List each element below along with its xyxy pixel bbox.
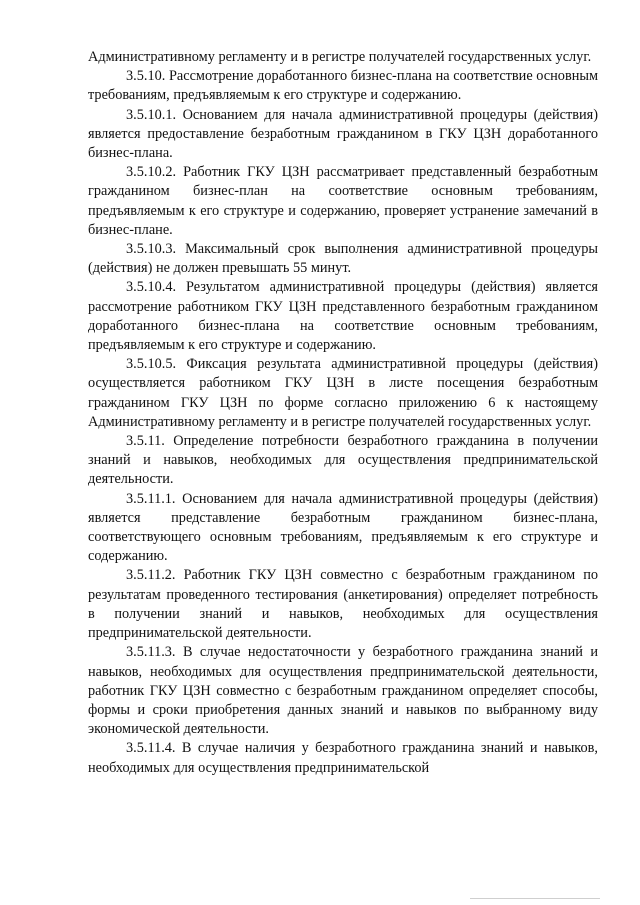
document-page [88,48,598,778]
paragraph-3-5-10-2: 3.5.10.2. Работник ГКУ ЦЗН рассматривает представленный безработным гражданином бизнес-план на соответствие основным требованиям, предъявляемым к его структуре и содержанию, проверяет устранение замечаний в бизнес-плане. [88,164,598,238]
paragraph-3-5-11-2: 3.5.11.2. Работник ГКУ ЦЗН совместно с безработным гражданином по результатам проведенного тестирования (анкетирования) определяет потребность в получении знаний и навыков, необходимых для осуществления предпринимательской деятельности. [88,567,598,642]
paragraph-3-5-10-5: 3.5.10.5. Фиксация результата административной процедуры (действия) осуществляется работником ГКУ ЦЗН в листе посещения безработным гражданином ГКУ ЦЗН по форме согласно приложению 6 к настоящему Административному регламенту и в регистре получателей государственных услуг. [88,356,598,430]
paragraph-3-5-10: 3.5.10. Рассмотрение доработанного бизнес-плана на соответствие основным требованиям, предъявляемым к его структуре и содержанию. [88,68,598,104]
scan-edge-line [470,898,600,899]
paragraph-3-5-10-4: 3.5.10.4. Результатом административной процедуры (действия) является рассмотрение работником ГКУ ЦЗН представленного безработным гражданином доработанного бизнес-плана на соответствие основным требованиям, предъявляемым к его структуре и содержанию. [88,279,598,354]
paragraph-3-5-10-1: 3.5.10.1. Основанием для начала административной процедуры (действия) является предоставление безработным гражданином в ГКУ ЦЗН доработанного бизнес-плана. [88,106,598,162]
paragraph-3-5-11: 3.5.11. Определение потребности безработного гражданина в получении знаний и навыков, необходимых для осуществления предпринимательской деятельности. [88,433,598,488]
paragraph-3-5-11-1: 3.5.11.1. Основанием для начала административной процедуры (действия) является представление безработным гражданином бизнес-плана, соответствующего основным требованиям, предъявляемым к его структуре и содержанию. [88,490,598,565]
paragraph-3-5-10-3: 3.5.10.3. Максимальный срок выполнения административной процедуры (действия) не должен превышать 55 минут. [88,241,598,277]
paragraph-3-5-11-3: 3.5.11.3. В случае недостаточности у безработного гражданина знаний и навыков, необходимых для осуществления предпринимательской деятельности, работник ГКУ ЦЗН совместно с безработным гражданином определяет способы, формы и сроки приобретения данных знаний и навыков по выбранному виду экономической деятельности. [88,644,598,738]
paragraph-3-5-11-4: 3.5.11.4. В случае наличия у безработного гражданина знаний и навыков, необходимых для осуществления предпринимательской [88,740,598,776]
paragraph-continuation: Административному регламенту и в регистре получателей государственных услуг. [88,49,592,65]
